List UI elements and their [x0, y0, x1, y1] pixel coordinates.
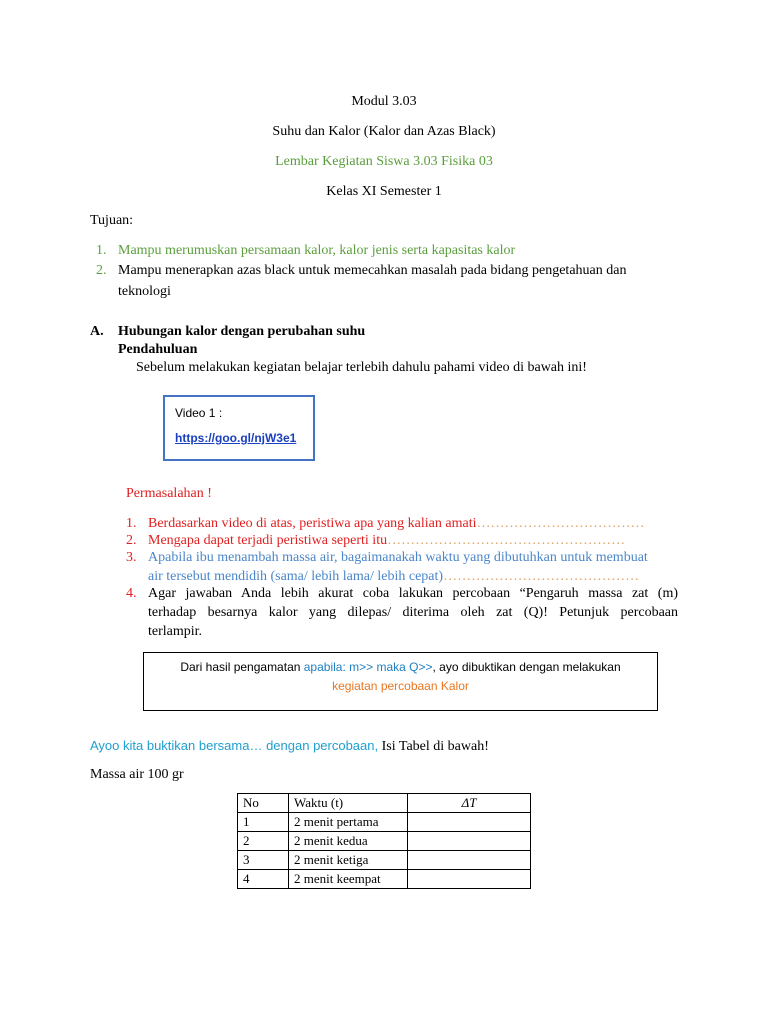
tujuan-item-2-line1: Mampu menerapkan azas black untuk memecahkan masalah pada bidang pengetahuan dan	[118, 263, 627, 278]
data-table	[237, 793, 531, 889]
permasalahan-item-2-dots: ……………………………………………	[387, 533, 626, 548]
permasalahan-item-3	[126, 550, 681, 588]
cell-no: 3	[238, 851, 289, 870]
permasalahan-item-4-num: 4.	[126, 586, 137, 601]
section-a-subtitle: Pendahuluan	[118, 342, 198, 357]
section-a-title: Hubungan kalor dengan perubahan suhu	[118, 324, 366, 339]
tujuan-item-1-num: 1.	[96, 243, 107, 258]
permasalahan-item-1	[126, 516, 681, 534]
header-no: No	[238, 794, 289, 813]
permasalahan-title: Permasalahan !	[126, 486, 212, 501]
header-waktu: Waktu (t)	[289, 794, 408, 813]
permasalahan-item-2-text: Mengapa dapat terjadi peristiwa seperti itu	[148, 533, 388, 548]
table-row	[238, 813, 531, 832]
ayoo-rest: Isi Tabel di bawah!	[378, 739, 489, 754]
permasalahan-item-1-num: 1.	[126, 516, 137, 531]
info-highlight: apabila: m>> maka Q>>	[303, 660, 433, 674]
permasalahan-item-3-dots: ……………………………………	[443, 569, 640, 584]
permasalahan-item-1-dots: ………………………………	[476, 516, 645, 531]
cell-delta-t[interactable]	[408, 813, 531, 832]
cell-delta-t[interactable]	[408, 870, 531, 889]
cell-delta-t[interactable]	[408, 832, 531, 851]
tujuan-item-1-text: Mampu merumuskan persamaan kalor, kalor jenis serta kapasitas kalor	[118, 243, 516, 258]
table-row	[238, 851, 531, 870]
permasalahan-item-3-line1: Apabila ibu menambah massa air, bagaimanakah waktu yang dibutuhkan untuk membuat	[148, 550, 648, 565]
cell-no: 1	[238, 813, 289, 832]
permasalahan-item-4	[126, 586, 681, 642]
permasalahan-item-2	[126, 533, 681, 551]
info-box	[143, 652, 658, 711]
ayoo-colored: Ayoo kita buktikan bersama… dengan percobaan,	[90, 738, 379, 753]
info-prefix: Dari hasil pengamatan	[180, 660, 304, 674]
class-title: Kelas XI Semester 1	[326, 184, 442, 199]
permasalahan-item-4-line2: terhadap besarnya kalor yang dilepas/ diterima oleh zat (Q)! Petunjuk percobaan	[148, 605, 678, 620]
video-link[interactable]: https://goo.gl/njW3e1	[175, 431, 297, 445]
permasalahan-item-3-line2: air tersebut mendidih (sama/ lebih lama/ lebih cepat)	[148, 569, 444, 584]
info-box-line2: kegiatan percobaan Kalor	[332, 679, 469, 693]
table-row	[238, 870, 531, 889]
video-label: Video 1 :	[175, 406, 223, 420]
cell-waktu: 2 menit kedua	[289, 832, 408, 851]
permasalahan-item-4-line3: terlampir.	[148, 624, 203, 639]
table-row	[238, 832, 531, 851]
cell-no: 2	[238, 832, 289, 851]
cell-waktu: 2 menit keempat	[289, 870, 408, 889]
module-title: Modul 3.03	[351, 94, 417, 109]
section-a-letter: A.	[90, 324, 104, 339]
permasalahan-item-2-num: 2.	[126, 533, 137, 548]
cell-delta-t[interactable]	[408, 851, 531, 870]
massa-label: Massa air 100 gr	[90, 767, 184, 782]
info-suffix: , ayo dibuktikan dengan melakukan	[432, 660, 621, 674]
cell-waktu: 2 menit ketiga	[289, 851, 408, 870]
tujuan-label: Tujuan:	[90, 213, 134, 228]
video-box	[163, 395, 315, 461]
ayoo-line	[90, 738, 489, 755]
tujuan-item-2	[96, 263, 676, 303]
cell-no: 4	[238, 870, 289, 889]
permasalahan-item-4-line1: Agar jawaban Anda lebih akurat coba lakukan percobaan “Pengaruh massa zat (m)	[148, 586, 678, 601]
subject-title: Suhu dan Kalor (Kalor dan Azas Black)	[272, 124, 496, 139]
header-delta-t: ΔT	[408, 794, 531, 813]
tujuan-item-1	[96, 243, 676, 263]
permasalahan-item-1-text: Berdasarkan video di atas, peristiwa apa yang kalian amati	[148, 516, 477, 531]
tujuan-item-2-num: 2.	[96, 263, 107, 278]
tujuan-item-2-line2: teknologi	[118, 284, 171, 299]
section-a-intro: Sebelum melakukan kegiatan belajar terlebih dahulu pahami video di bawah ini!	[136, 360, 587, 375]
table-header-row	[238, 794, 531, 813]
worksheet-title: Lembar Kegiatan Siswa 3.03 Fisika 03	[275, 154, 493, 169]
permasalahan-item-3-num: 3.	[126, 550, 137, 565]
cell-waktu: 2 menit pertama	[289, 813, 408, 832]
info-box-line1	[144, 660, 657, 674]
